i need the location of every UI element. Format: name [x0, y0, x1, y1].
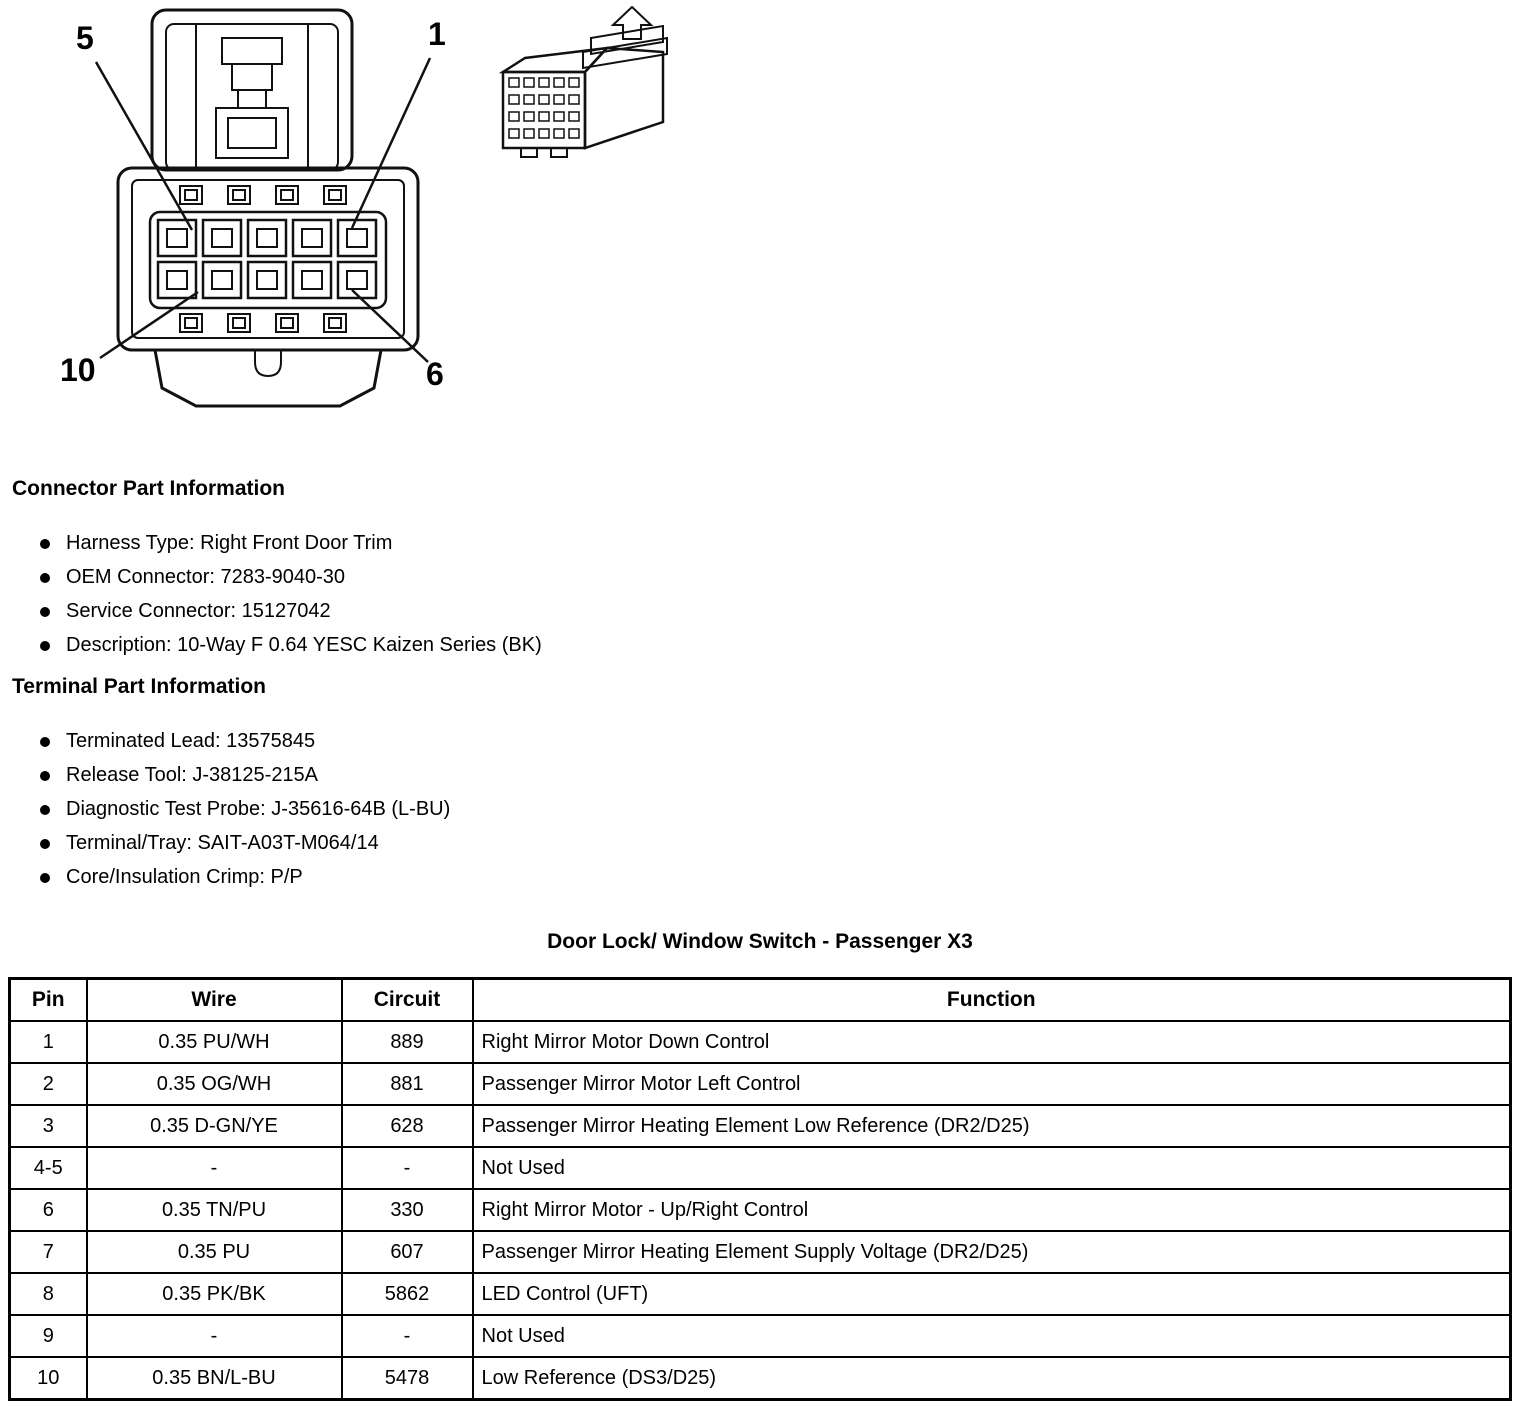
table-row	[10, 1357, 1511, 1400]
list-item-text: Diagnostic Test Probe: J-35616-64B (L-BU)	[66, 798, 451, 821]
table-row	[10, 1021, 1511, 1063]
table-row	[10, 1063, 1511, 1105]
wire-cell: 0.35 OG/WH	[87, 1063, 342, 1105]
wire-cell: 0.35 TN/PU	[87, 1189, 342, 1231]
pin-cell: 2	[10, 1063, 87, 1105]
function-cell: Not Used	[473, 1147, 1511, 1189]
connector-isometric-drawing	[495, 6, 695, 176]
circuit-cell: 330	[342, 1189, 473, 1231]
list-item-text: Terminated Lead: 13575845	[66, 730, 316, 753]
list-item	[12, 533, 912, 554]
bullet-icon	[40, 805, 50, 815]
pin-cell: 8	[10, 1273, 87, 1315]
circuit-cell: 5478	[342, 1357, 473, 1400]
list-item	[12, 833, 912, 854]
circuit-cell: 889	[342, 1021, 473, 1063]
pin-cell: 3	[10, 1105, 87, 1147]
wire-cell: 0.35 D-GN/YE	[87, 1105, 342, 1147]
pin-table-title: Door Lock/ Window Switch - Passenger X3	[547, 930, 973, 953]
function-cell: Passenger Mirror Heating Element Low Reference (DR2/D25)	[473, 1105, 1511, 1147]
wire-cell: -	[87, 1147, 342, 1189]
list-item	[12, 567, 912, 588]
table-header	[10, 979, 1511, 1022]
function-cell: Low Reference (DS3/D25)	[473, 1357, 1511, 1400]
circuit-cell: 628	[342, 1105, 473, 1147]
pin-cell: 10	[10, 1357, 87, 1400]
list-item	[12, 799, 912, 820]
list-item-text: Harness Type: Right Front Door Trim	[66, 532, 393, 555]
function-cell: Right Mirror Motor - Up/Right Control	[473, 1189, 1511, 1231]
circuit-cell: 607	[342, 1231, 473, 1273]
list-item	[12, 635, 912, 656]
terminal-info-list	[12, 731, 912, 888]
list-item-text: OEM Connector: 7283-9040-30	[66, 566, 346, 589]
bullet-icon	[40, 873, 50, 883]
wire-cell: -	[87, 1315, 342, 1357]
pin-cell: 9	[10, 1315, 87, 1357]
circuit-cell: 881	[342, 1063, 473, 1105]
pin-cell: 4-5	[10, 1147, 87, 1189]
pin-label-bottom-right: 6	[426, 356, 444, 392]
bullet-icon	[40, 771, 50, 781]
table-row	[10, 1231, 1511, 1273]
connector-info-list	[12, 533, 912, 656]
list-item-text: Description: 10-Way F 0.64 YESC Kaizen Series (BK)	[66, 634, 542, 657]
terminal-info-heading: Terminal Part Information	[12, 675, 266, 699]
list-item	[12, 765, 912, 786]
list-item	[12, 867, 912, 888]
bullet-icon	[40, 839, 50, 849]
function-cell: LED Control (UFT)	[473, 1273, 1511, 1315]
table-row	[10, 1147, 1511, 1189]
bullet-icon	[40, 641, 50, 651]
wire-cell: 0.35 PK/BK	[87, 1273, 342, 1315]
table-body	[10, 1021, 1511, 1400]
list-item-text: Terminal/Tray: SAIT-A03T-M064/14	[66, 832, 379, 855]
list-item-text: Core/Insulation Crimp: P/P	[66, 866, 303, 889]
function-cell: Passenger Mirror Motor Left Control	[473, 1063, 1511, 1105]
part-information-section	[12, 476, 912, 906]
column-header-wire: Wire	[87, 979, 342, 1022]
pin-label-top-left: 5	[76, 20, 94, 56]
connector-isometric-view	[495, 6, 695, 176]
pin-label-bottom-left: 10	[60, 352, 96, 388]
table-row	[10, 1189, 1511, 1231]
table-row	[10, 1273, 1511, 1315]
connector-front-view	[0, 0, 460, 430]
table-row	[10, 1105, 1511, 1147]
header-row	[10, 979, 1511, 1022]
pin-cell: 1	[10, 1021, 87, 1063]
bullet-icon	[40, 737, 50, 747]
pin-cell: 7	[10, 1231, 87, 1273]
column-header-function: Function	[473, 979, 1511, 1022]
bullet-icon	[40, 607, 50, 617]
pinout-table	[8, 977, 1512, 1401]
list-item-text: Release Tool: J-38125-215A	[66, 764, 319, 787]
bullet-icon	[40, 573, 50, 583]
column-header-pin: Pin	[10, 979, 87, 1022]
list-item-text: Service Connector: 15127042	[66, 600, 331, 623]
circuit-cell: -	[342, 1147, 473, 1189]
list-item	[12, 731, 912, 752]
function-cell: Passenger Mirror Heating Element Supply Voltage (DR2/D25)	[473, 1231, 1511, 1273]
function-cell: Not Used	[473, 1315, 1511, 1357]
circuit-cell: -	[342, 1315, 473, 1357]
list-item	[12, 601, 912, 622]
column-header-circuit: Circuit	[342, 979, 473, 1022]
pin-label-top-right: 1	[428, 16, 446, 52]
wire-cell: 0.35 BN/L-BU	[87, 1357, 342, 1400]
pin-cell: 6	[10, 1189, 87, 1231]
wire-cell: 0.35 PU	[87, 1231, 342, 1273]
wire-cell: 0.35 PU/WH	[87, 1021, 342, 1063]
circuit-cell: 5862	[342, 1273, 473, 1315]
connector-info-heading: Connector Part Information	[12, 477, 286, 500]
function-cell: Right Mirror Motor Down Control	[473, 1021, 1511, 1063]
bullet-icon	[40, 539, 50, 549]
table-row	[10, 1315, 1511, 1357]
